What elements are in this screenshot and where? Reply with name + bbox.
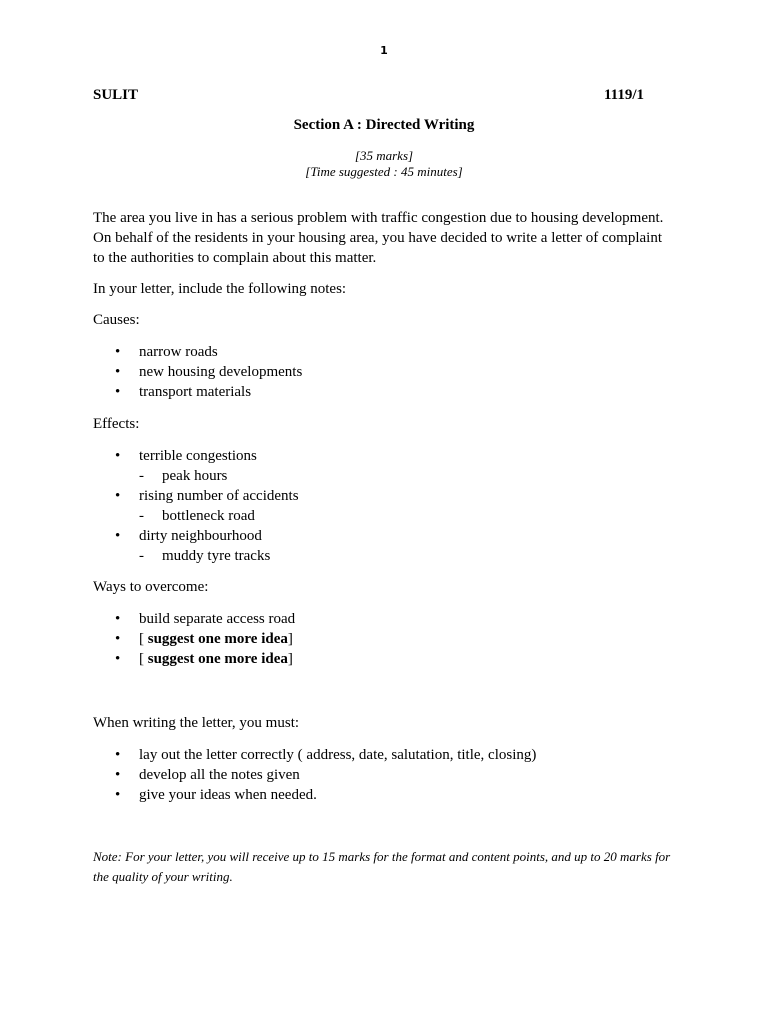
list-item [93, 745, 536, 765]
open-bracket: [ [139, 631, 148, 647]
suggest-idea-text: suggest one more idea [147, 651, 288, 667]
effect-text: dirty neighbourhood [139, 528, 262, 544]
bullet-icon: • [115, 448, 121, 464]
cause-text: transport materials [139, 384, 252, 400]
dash-icon: - [139, 548, 144, 564]
must-text: give your ideas when needed. [139, 787, 317, 803]
when-writing-line: When writing the letter, you must: [93, 715, 300, 731]
effects-list [93, 446, 299, 566]
effect-text: terrible congestions [139, 448, 257, 464]
cause-text: new housing developments [139, 364, 303, 380]
sub-item [93, 506, 299, 526]
header-sulit: SULIT [93, 87, 139, 103]
effects-label: Effects: [93, 416, 140, 432]
bullet-icon: • [115, 787, 121, 803]
marks-line: [35 marks] [354, 148, 414, 163]
list-item [93, 629, 295, 649]
effect-sub-text: muddy tyre tracks [162, 548, 271, 564]
list-item [93, 446, 299, 466]
include-notes-line: In your letter, include the following notes: [93, 281, 347, 297]
causes-list [93, 342, 302, 402]
list-item [93, 785, 536, 805]
bullet-icon: • [115, 344, 121, 360]
bullet-icon: • [115, 747, 121, 763]
dash-icon: - [139, 508, 144, 524]
ways-list [93, 609, 295, 669]
must-list [93, 745, 536, 805]
bullet-icon: • [115, 528, 121, 544]
must-text: develop all the notes given [139, 767, 300, 783]
list-item [93, 342, 302, 362]
page-number: 1 [380, 44, 388, 57]
time-suggested-line: [Time suggested : 45 minutes] [305, 164, 463, 179]
header-paper-code: 1119/1 [604, 87, 645, 103]
dash-icon: - [139, 468, 144, 484]
close-bracket: ] [287, 651, 293, 667]
effect-sub-text: bottleneck road [162, 508, 255, 524]
intro-paragraph: The area you live in has a serious problem with traffic congestion due to housing development. On behalf of the residents in your housing area, you have decided to write a letter of complaint to the authorities to complain about this matter. [93, 210, 664, 266]
bullet-icon: • [115, 364, 121, 380]
bullet-icon: • [115, 488, 121, 504]
bullet-icon: • [115, 384, 121, 400]
list-item [93, 362, 302, 382]
suggest-idea-text: suggest one more idea [147, 631, 288, 647]
list-item [93, 609, 295, 629]
sub-item [93, 546, 299, 566]
open-bracket: [ [139, 651, 148, 667]
way-text: build separate access road [139, 611, 296, 627]
marking-note: Note: For your letter, you will receive up to 15 marks for the format and content points, and up to 20 marks for the quality of your writing. [93, 849, 671, 884]
section-title: Section A : Directed Writing [293, 117, 475, 133]
causes-label: Causes: [93, 312, 140, 328]
effect-text: rising number of accidents [139, 488, 299, 504]
close-bracket: ] [287, 631, 293, 647]
effect-sub-text: peak hours [162, 468, 228, 484]
must-text: lay out the letter correctly ( address, date, salutation, title, closing) [139, 747, 537, 763]
sub-item [93, 466, 299, 486]
list-item [93, 649, 295, 669]
list-item [93, 382, 302, 402]
bullet-icon: • [115, 767, 121, 783]
list-item [93, 486, 299, 506]
list-item [93, 526, 299, 546]
bullet-icon: • [115, 631, 121, 647]
bullet-icon: • [115, 651, 121, 667]
list-item [93, 765, 536, 785]
bullet-icon: • [115, 611, 121, 627]
cause-text: narrow roads [139, 344, 218, 360]
ways-label: Ways to overcome: [93, 579, 209, 595]
